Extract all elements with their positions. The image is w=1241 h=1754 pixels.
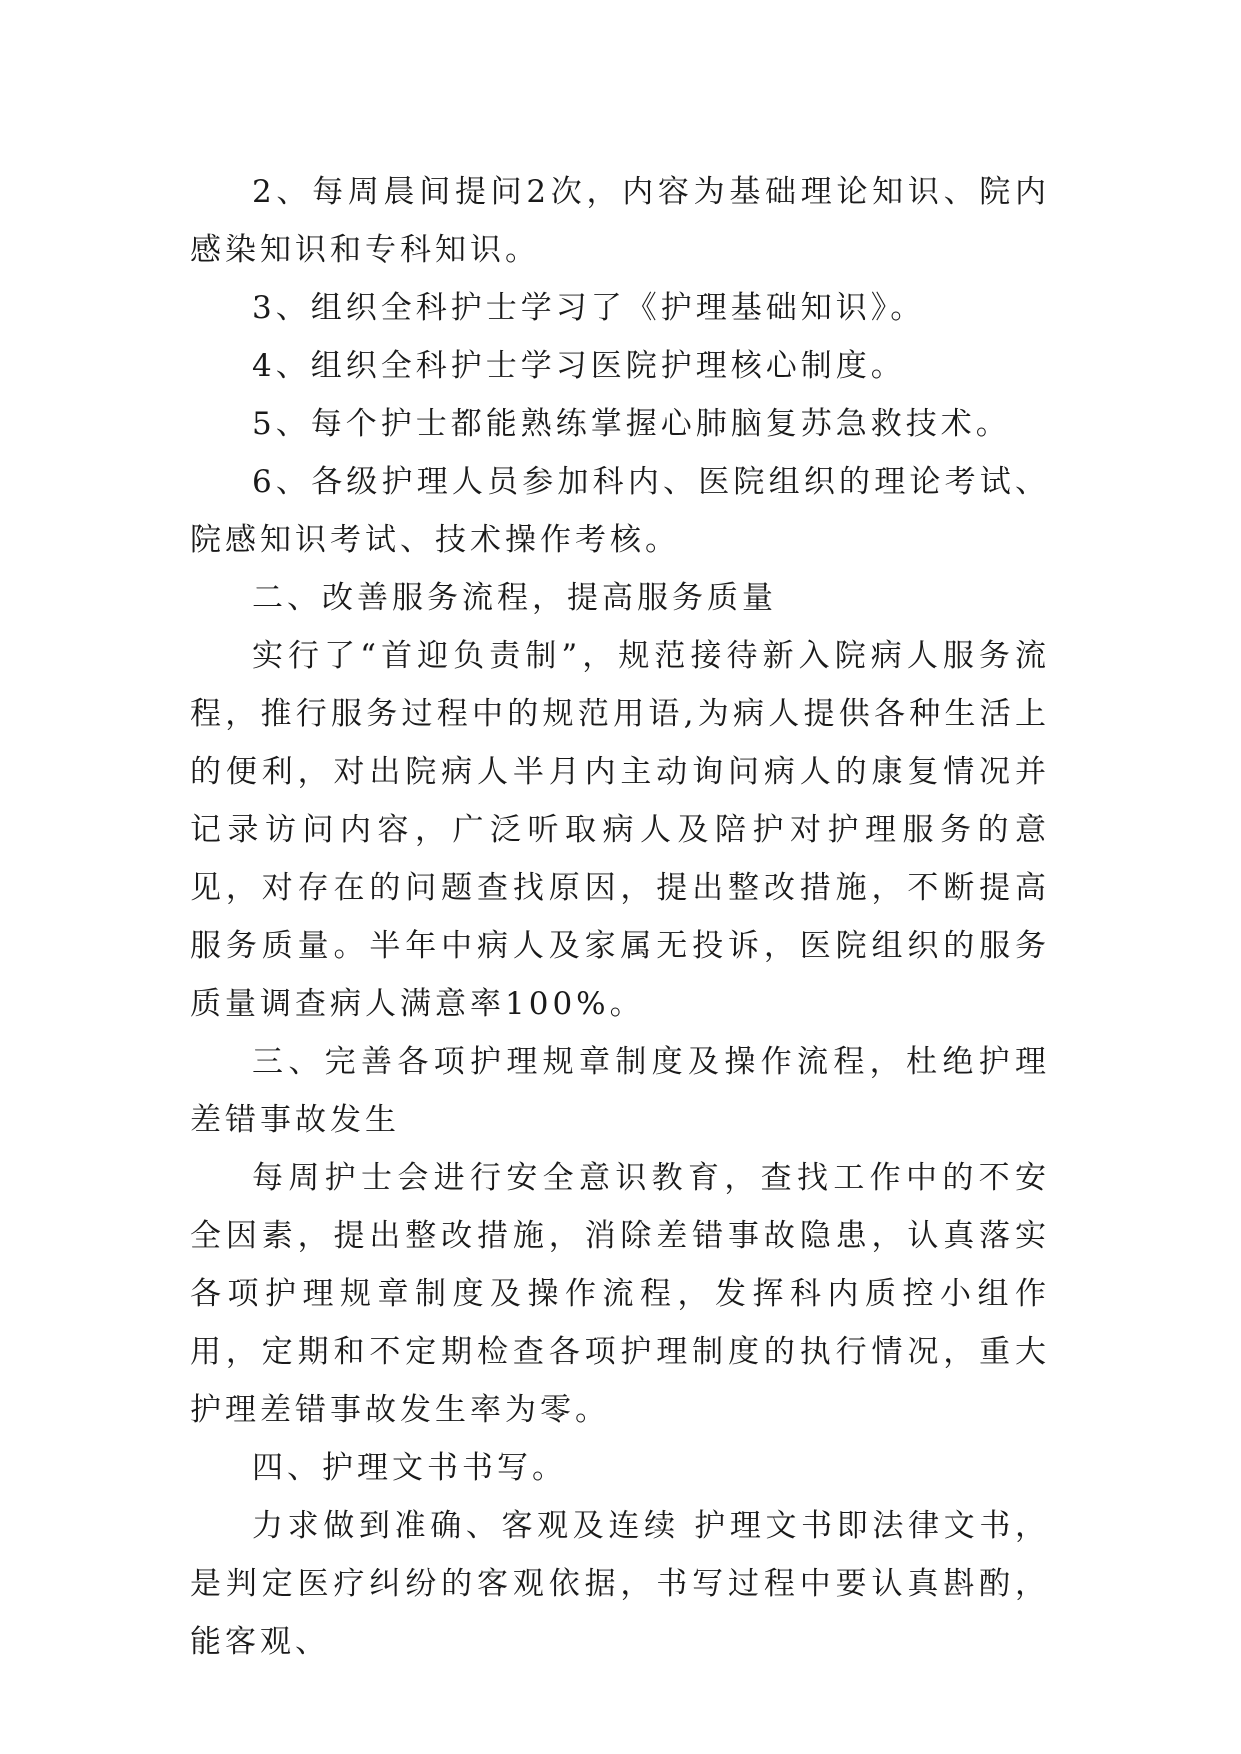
section-4-body: 力求做到准确、客观及连续 护理文书即法律文书，是判定医疗纠纷的客观依据，书写过程中要认真斟酌，能客观、 [190, 1508, 1050, 1660]
paragraph-item-4: 4、组织全科护士学习医院护理核心制度。 [252, 348, 906, 384]
section-3-body: 每周护士会进行安全意识教育，查找工作中的不安全因素，提出整改措施，消除差错事故隐患，认真落实各项护理规章制度及操作流程，发挥科内质控小组作用，定期和不定期检查各项护理制度的执行情况，重大护理差错事故发生率为零。 [190, 1160, 1050, 1428]
document-body [190, 163, 1050, 1671]
paragraph-item-5: 5、每个护士都能熟练掌握心肺脑复苏急救技术。 [252, 406, 1011, 442]
section-heading-4: 四、护理文书书写。 [252, 1450, 567, 1486]
section-2-body: 实行了“首迎负责制”，规范接待新入院病人服务流程，推行服务过程中的规范用语,为病人提供各种生活上的便利，对出院病人半月内主动询问病人的康复情况并记录访问内容，广泛听取病人及陪护对护理服务的意见，对存在的问题查找原因，提出整改措施，不断提高服务质量。半年中病人及家属无投诉，医院组织的服务质量调查病人满意率100%。 [190, 638, 1050, 1022]
paragraph-item-3: 3、组织全科护士学习了《护理基础知识》。 [252, 290, 926, 326]
section-heading-2: 二、改善服务流程，提高服务质量 [252, 580, 777, 616]
section-heading-3: 三、完善各项护理规章制度及操作流程，杜绝护理差错事故发生 [190, 1044, 1050, 1138]
paragraph-item-6: 6、各级护理人员参加科内、医院组织的理论考试、院感知识考试、技术操作考核。 [190, 464, 1050, 558]
paragraph-item-2: 2、每周晨间提问2次，内容为基础理论知识、院内感染知识和专科知识。 [190, 174, 1050, 268]
